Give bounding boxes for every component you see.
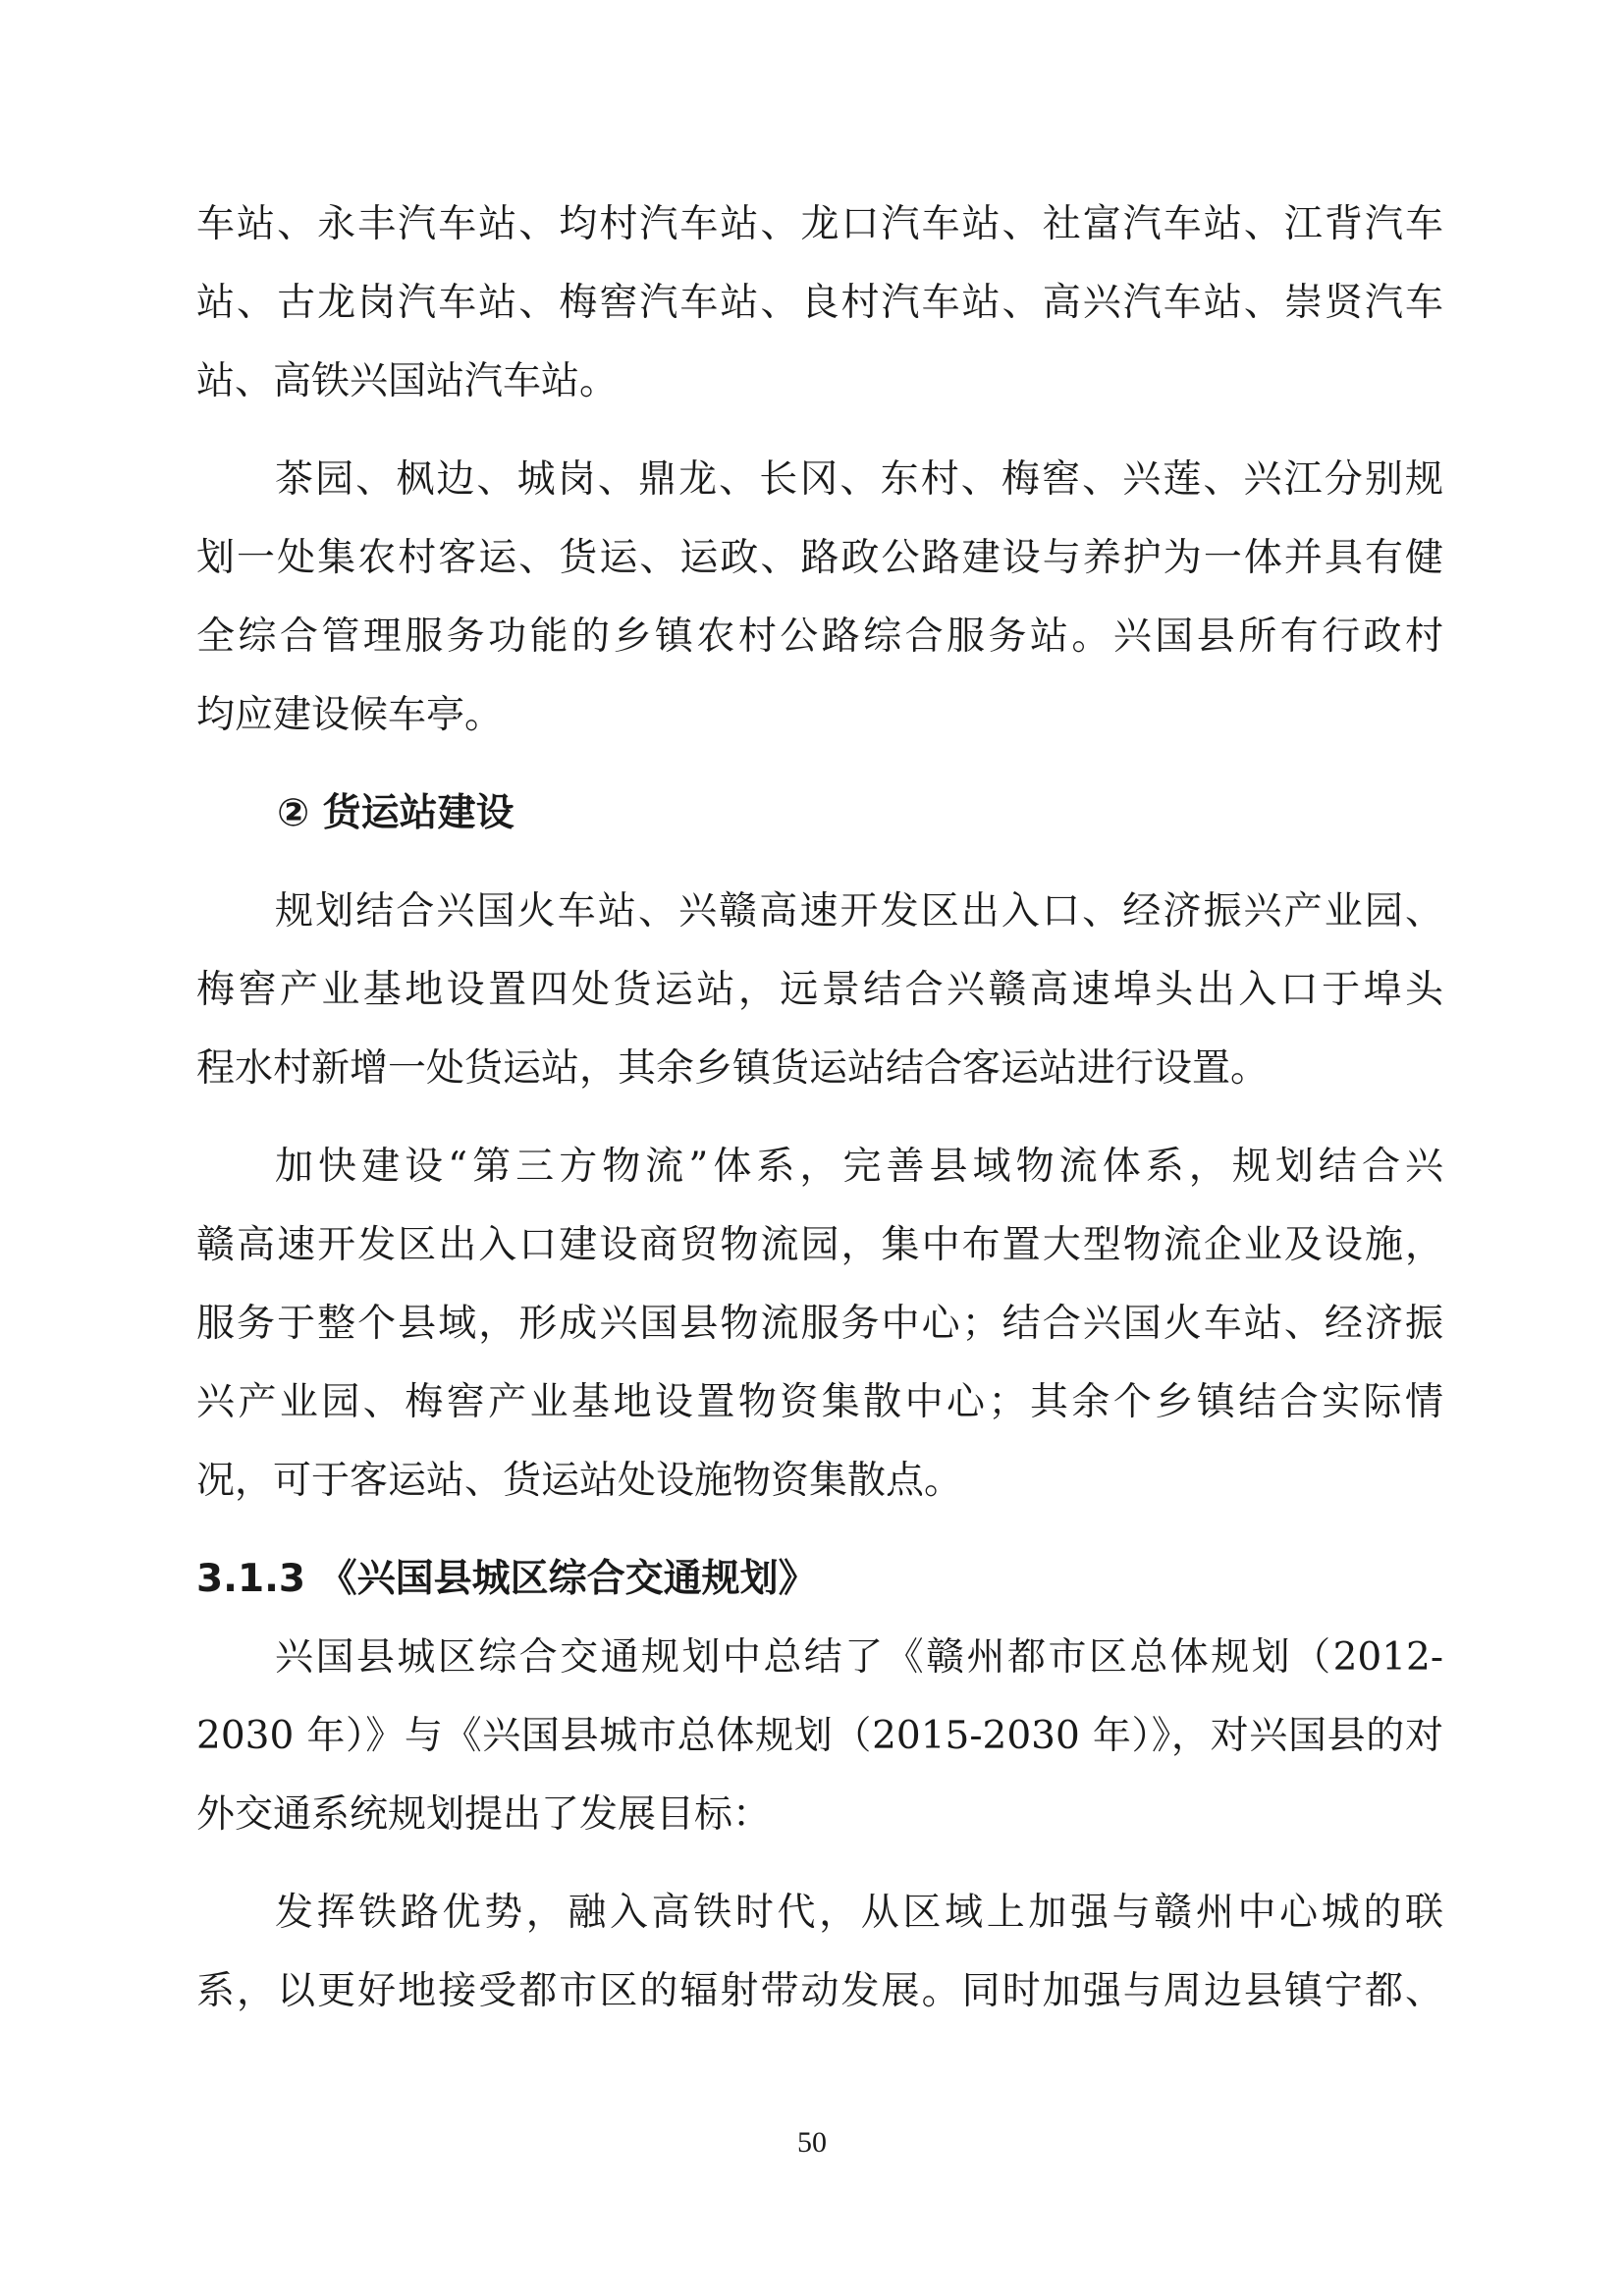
paragraph-line: 系，以更好地接受都市区的辐射带动发展。同时加强与周边县镇宁都、 — [196, 1969, 1443, 2013]
section-heading: 3.1.3 《兴国县城区综合交通规划》 — [196, 1557, 817, 1601]
page-number: 50 — [797, 2126, 827, 2159]
paragraph-line: 规划结合兴国火车站、兴赣高速开发区出入口、经济振兴产业园、 — [275, 889, 1443, 934]
paragraph-line: 况，可于客运站、货运站处设施物资集散点。 — [196, 1459, 963, 1503]
paragraph-line: 赣高速开发区出入口建设商贸物流园，集中布置大型物流企业及设施， — [196, 1223, 1443, 1267]
paragraph-line: 2030 年）》与《兴国县城市总体规划（2015-2030 年）》，对兴国县的对 — [196, 1714, 1443, 1758]
subheading-freight-station: ② 货运站建设 — [277, 791, 514, 835]
paragraph-line: 兴产业园、梅窖产业基地设置物资集散中心；其余个乡镇结合实际情 — [196, 1380, 1443, 1424]
paragraph-line: 加快建设“第三方物流”体系，完善县域物流体系，规划结合兴 — [275, 1145, 1443, 1189]
paragraph-line: 站、古龙岗汽车站、梅窖汽车站、良村汽车站、高兴汽车站、崇贤汽车 — [196, 281, 1443, 325]
paragraph-line: 车站、永丰汽车站、均村汽车站、龙口汽车站、社富汽车站、江背汽车 — [196, 202, 1443, 246]
paragraph-line: 全综合管理服务功能的乡镇农村公路综合服务站。兴国县所有行政村 — [196, 614, 1443, 659]
paragraph-line: 均应建设候车亭。 — [196, 693, 504, 737]
paragraph-line: 程水村新增一处货运站，其余乡镇货运站结合客运站进行设置。 — [196, 1046, 1270, 1091]
paragraph-line: 服务于整个县域，形成兴国县物流服务中心；结合兴国火车站、经济振 — [196, 1302, 1443, 1346]
paragraph-line: 发挥铁路优势，融入高铁时代，从区域上加强与赣州中心城的联 — [275, 1891, 1443, 1935]
paragraph-line: 外交通系统规划提出了发展目标： — [196, 1792, 772, 1837]
paragraph-line: 划一处集农村客运、货运、运政、路政公路建设与养护为一体并具有健 — [196, 536, 1443, 580]
paragraph-line: 梅窖产业基地设置四处货运站，远景结合兴赣高速埠头出入口于埠头 — [196, 968, 1443, 1012]
paragraph-line: 兴国县城区综合交通规划中总结了《赣州都市区总体规划（2012- — [275, 1635, 1443, 1680]
paragraph-line: 茶园、枫边、城岗、鼎龙、长冈、东村、梅窖、兴莲、兴江分别规 — [275, 457, 1443, 502]
paragraph-line: 站、高铁兴国站汽车站。 — [196, 359, 619, 403]
